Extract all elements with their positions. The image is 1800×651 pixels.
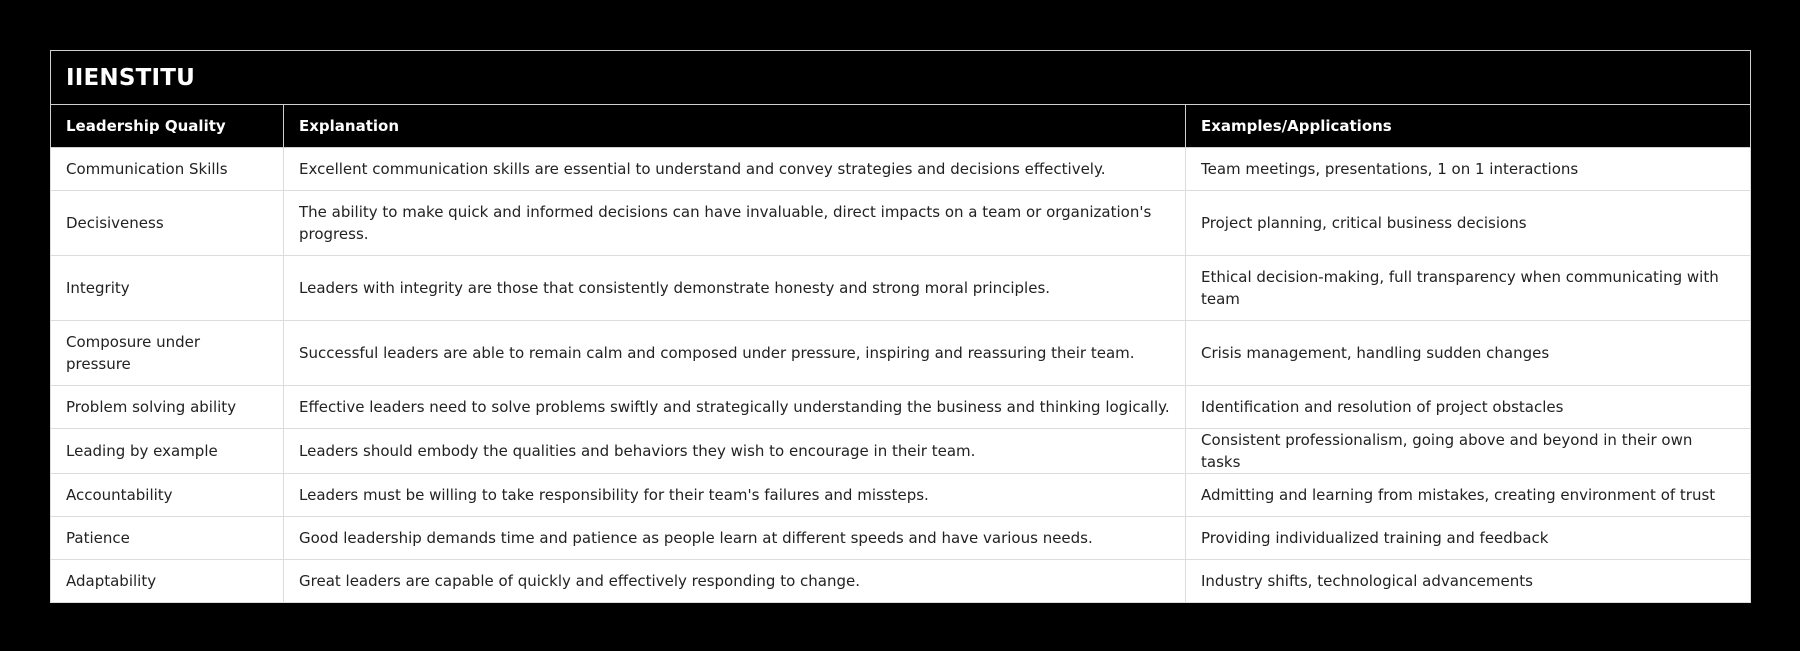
- quality-cell: Communication Skills: [51, 148, 284, 191]
- table-row: [51, 560, 1751, 603]
- examples-cell: Project planning, critical business decisions: [1186, 191, 1751, 256]
- table-row: [51, 386, 1751, 429]
- header-explanation: Explanation: [284, 105, 1186, 148]
- quality-cell: Adaptability: [51, 560, 284, 603]
- leadership-qualities-table-container: [50, 50, 1750, 603]
- explanation-cell: Effective leaders need to solve problems swiftly and strategically understanding the business and thinking logically.: [284, 386, 1186, 429]
- leadership-qualities-table: [50, 50, 1751, 603]
- header-leadership-quality: Leadership Quality: [51, 105, 284, 148]
- quality-cell: Leading by example: [51, 429, 284, 474]
- quality-cell: Patience: [51, 517, 284, 560]
- table-row: [51, 321, 1751, 386]
- explanation-cell: The ability to make quick and informed decisions can have invaluable, direct impacts on a team or organization's progress.: [284, 191, 1186, 256]
- explanation-cell: Leaders with integrity are those that consistently demonstrate honesty and strong moral principles.: [284, 256, 1186, 321]
- table-row: [51, 429, 1751, 474]
- examples-cell: Ethical decision-making, full transparency when communicating with team: [1186, 256, 1751, 321]
- title-row: [51, 51, 1751, 105]
- examples-cell: Industry shifts, technological advancements: [1186, 560, 1751, 603]
- table-row: [51, 517, 1751, 560]
- examples-cell: Team meetings, presentations, 1 on 1 interactions: [1186, 148, 1751, 191]
- explanation-cell: Leaders should embody the qualities and behaviors they wish to encourage in their team.: [284, 429, 1186, 474]
- quality-cell: Integrity: [51, 256, 284, 321]
- explanation-cell: Successful leaders are able to remain calm and composed under pressure, inspiring and reassuring their team.: [284, 321, 1186, 386]
- explanation-cell: Good leadership demands time and patience as people learn at different speeds and have various needs.: [284, 517, 1186, 560]
- examples-cell: Providing individualized training and feedback: [1186, 517, 1751, 560]
- header-examples-applications: Examples/Applications: [1186, 105, 1751, 148]
- examples-cell: Identification and resolution of project obstacles: [1186, 386, 1751, 429]
- table-row: [51, 148, 1751, 191]
- header-row: [51, 105, 1751, 148]
- table-title: IIENSTITU: [51, 51, 1751, 105]
- quality-cell: Decisiveness: [51, 191, 284, 256]
- explanation-cell: Excellent communication skills are essential to understand and convey strategies and decisions effectively.: [284, 148, 1186, 191]
- examples-cell: Crisis management, handling sudden changes: [1186, 321, 1751, 386]
- table-row: [51, 474, 1751, 517]
- explanation-cell: Great leaders are capable of quickly and effectively responding to change.: [284, 560, 1186, 603]
- quality-cell: Composure under pressure: [51, 321, 284, 386]
- explanation-cell: Leaders must be willing to take responsibility for their team's failures and missteps.: [284, 474, 1186, 517]
- examples-cell: Admitting and learning from mistakes, creating environment of trust: [1186, 474, 1751, 517]
- table-row: [51, 191, 1751, 256]
- examples-cell: Consistent professionalism, going above and beyond in their own tasks: [1186, 429, 1751, 474]
- quality-cell: Problem solving ability: [51, 386, 284, 429]
- table-row: [51, 256, 1751, 321]
- quality-cell: Accountability: [51, 474, 284, 517]
